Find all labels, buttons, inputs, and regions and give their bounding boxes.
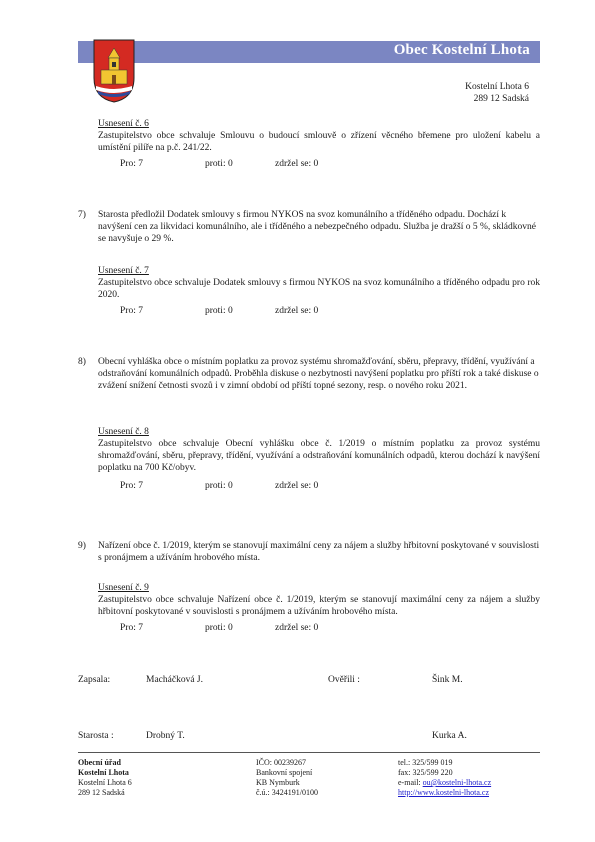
footer-line: KB Nymburk (256, 778, 300, 787)
vote-row (98, 158, 540, 170)
vote-proti: proti: 0 (205, 481, 233, 491)
agenda-item-9 (78, 540, 540, 564)
vote-zdrzel: zdržel se: 0 (275, 623, 319, 633)
email-link[interactable]: ou@kostelni-lhota.cz (422, 778, 492, 787)
address-line: 289 12 Sadská (473, 94, 529, 104)
vote-zdrzel: zdržel se: 0 (275, 306, 319, 316)
website-link[interactable]: http://www.kostelni-lhota.cz (398, 788, 490, 797)
mayor-name: Drobný T. (146, 731, 185, 741)
mayor-label: Starosta : (78, 731, 114, 741)
resolution-text: Zastupitelstvo obce schvaluje Obecní vyhlášku obce č. 1/2019 o místním poplatku za provoz systému shromažďování, sběru, přepravy, třídění, využívání a odstraňování komunálních odpadů, kterou dochází k navýšení poplatku na 700 Kč/obyv. (98, 439, 540, 473)
coat-of-arms-icon (92, 38, 136, 104)
resolution-title: Usnesení č. 9 (98, 583, 149, 593)
footer-email-row (398, 778, 491, 788)
email-label: e-mail: (398, 778, 423, 787)
vote-row (98, 622, 540, 634)
resolution-6 (78, 118, 540, 170)
resolution-title: Usnesení č. 6 (98, 119, 149, 129)
footer-contact (398, 758, 491, 798)
vote-zdrzel: zdržel se: 0 (275, 159, 319, 169)
footer-divider (78, 752, 540, 753)
footer-line: IČO: 00239267 (256, 758, 306, 767)
item-text: Obecní vyhláška obce o místním poplatku za provoz systému shromažďování, sběru, přepravy, třídění, využívání a odstraňování komunálních odpadů. Proběhla diskuse o nezbytnosti navýšení poplatku pro příští rok a také diskuse o zvážení snížení četnosti svozů i v zimní období od příští topné sezony, resp. o nového roku 2021. (98, 357, 539, 391)
vote-row (98, 305, 540, 317)
resolution-7 (78, 265, 540, 317)
address-line: Kostelní Lhota 6 (465, 82, 529, 92)
footer-phone: tel.: 325/599 019 (398, 758, 453, 767)
recorder-label: Zapsala: (78, 675, 111, 685)
verifier-name: Šink M. (432, 675, 463, 685)
resolution-title: Usnesení č. 8 (98, 427, 149, 437)
footer-office (78, 758, 132, 798)
footer-line: 289 12 Sadská (78, 788, 125, 797)
resolution-text: Zastupitelstvo obce schvaluje Nařízení obce č. 1/2019, kterým se stanovují maximální ceny za nájem a služby hřbitovní poskytované v souvislosti s pronájmem a užíváním hrobového místa. (98, 595, 540, 617)
item-number: 8) (78, 357, 86, 367)
vote-pro: Pro: 7 (120, 481, 143, 491)
vote-pro: Pro: 7 (120, 623, 143, 633)
signature-row-recorder (78, 675, 540, 687)
resolution-text: Zastupitelstvo obce schvaluje Smlouvu o budoucí smlouvě o zřízení věcného břemene pro uložení kabelu a umístění pilíře na p.č. 241/22. (98, 131, 540, 153)
footer-line: č.ú.: 3424191/0100 (256, 788, 318, 797)
resolution-text: Zastupitelstvo obce schvaluje Dodatek smlouvy s firmou NYKOS na svoz komunálního a tříděného odpadu pro rok 2020. (98, 278, 540, 300)
vote-proti: proti: 0 (205, 623, 233, 633)
resolution-9 (78, 582, 540, 634)
verifier-name: Kurka A. (432, 731, 467, 741)
header-bar (78, 41, 540, 63)
vote-proti: proti: 0 (205, 306, 233, 316)
vote-zdrzel: zdržel se: 0 (275, 481, 319, 491)
signature-row-mayor (78, 731, 540, 743)
footer-line: Kostelní Lhota 6 (78, 778, 132, 787)
footer-line: Obecní úřad (78, 758, 121, 767)
footer-fax: fax: 325/599 220 (398, 768, 453, 777)
agenda-item-8 (78, 356, 540, 392)
footer-bank (256, 758, 318, 798)
item-text: Starosta předložil Dodatek smlouvy s firmou NYKOS na svoz komunálního a tříděného odpadu. Dochází k navýšení cen za likvidaci komunálního, ale i tříděného a nebezpečného odpadu. Služba je dražší o 5 %, skládkovné se navyšuje o 29 %. (98, 210, 536, 244)
municipality-title: Obec Kostelní Lhota (393, 42, 530, 58)
vote-pro: Pro: 7 (120, 159, 143, 169)
verifiers-label: Ověřili : (328, 675, 360, 685)
resolution-title: Usnesení č. 7 (98, 266, 149, 276)
footer-line: Bankovní spojení (256, 768, 313, 777)
item-number: 9) (78, 541, 86, 551)
vote-row (98, 480, 540, 492)
footer-line: Kostelní Lhota (78, 768, 129, 777)
vote-proti: proti: 0 (205, 159, 233, 169)
item-number: 7) (78, 210, 86, 220)
item-text: Nařízení obce č. 1/2019, kterým se stanovují maximální ceny za nájem a služby hřbitovní poskytované v souvislosti s pronájmem a užíváním hrobového místa. (98, 541, 540, 563)
vote-pro: Pro: 7 (120, 306, 143, 316)
address (465, 81, 529, 105)
recorder-name: Macháčková J. (146, 675, 203, 685)
agenda-item-7 (78, 209, 540, 245)
resolution-8 (78, 426, 540, 492)
